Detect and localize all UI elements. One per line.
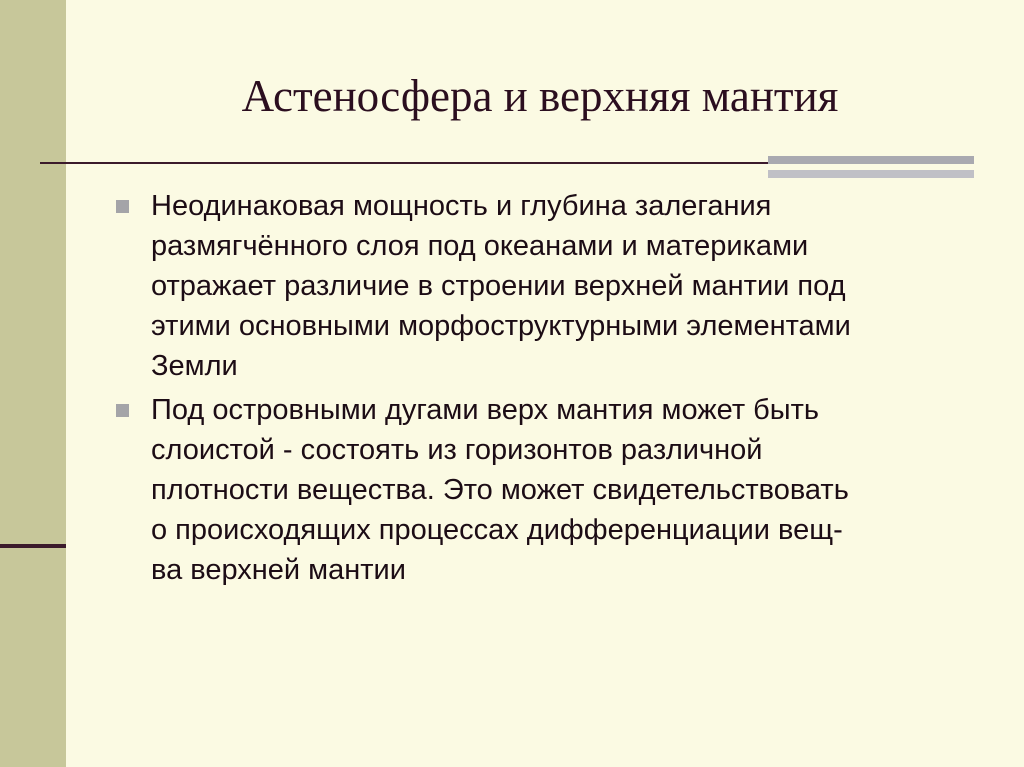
bullet-line: Земли bbox=[151, 350, 238, 382]
bullet-line: плотности вещества. Это может свидетельствовать bbox=[151, 474, 849, 506]
slide-title: Астеносфера и верхняя мантия bbox=[241, 71, 839, 121]
bullet-line: слоистой - состоять из горизонтов различной bbox=[151, 434, 763, 466]
bullet-text bbox=[151, 390, 996, 590]
square-bullet-icon bbox=[116, 404, 129, 417]
title-accent-bar-lower bbox=[768, 170, 974, 178]
bullet-list bbox=[116, 186, 996, 594]
bullet-text bbox=[151, 186, 996, 386]
square-bullet-icon bbox=[116, 200, 129, 213]
bullet-line: ва верхней мантии bbox=[151, 554, 406, 586]
bullet-line: Под островными дугами верх мантия может быть bbox=[151, 394, 820, 426]
bullet-line: отражает различие в строении верхней мантии под bbox=[151, 270, 846, 302]
bullet-item bbox=[116, 186, 996, 386]
side-band-rule bbox=[0, 544, 66, 548]
bullet-line: этими основными морфоструктурными элементами bbox=[151, 310, 851, 342]
title-accent-bar bbox=[768, 156, 974, 164]
bullet-item bbox=[116, 390, 996, 590]
bullet-line: о происходящих процессах дифференциации вещ- bbox=[151, 514, 843, 546]
bullet-line: Неодинаковая мощность и глубина залегания bbox=[151, 190, 772, 222]
bullet-line: размягчённого слоя под океанами и материками bbox=[151, 230, 809, 262]
